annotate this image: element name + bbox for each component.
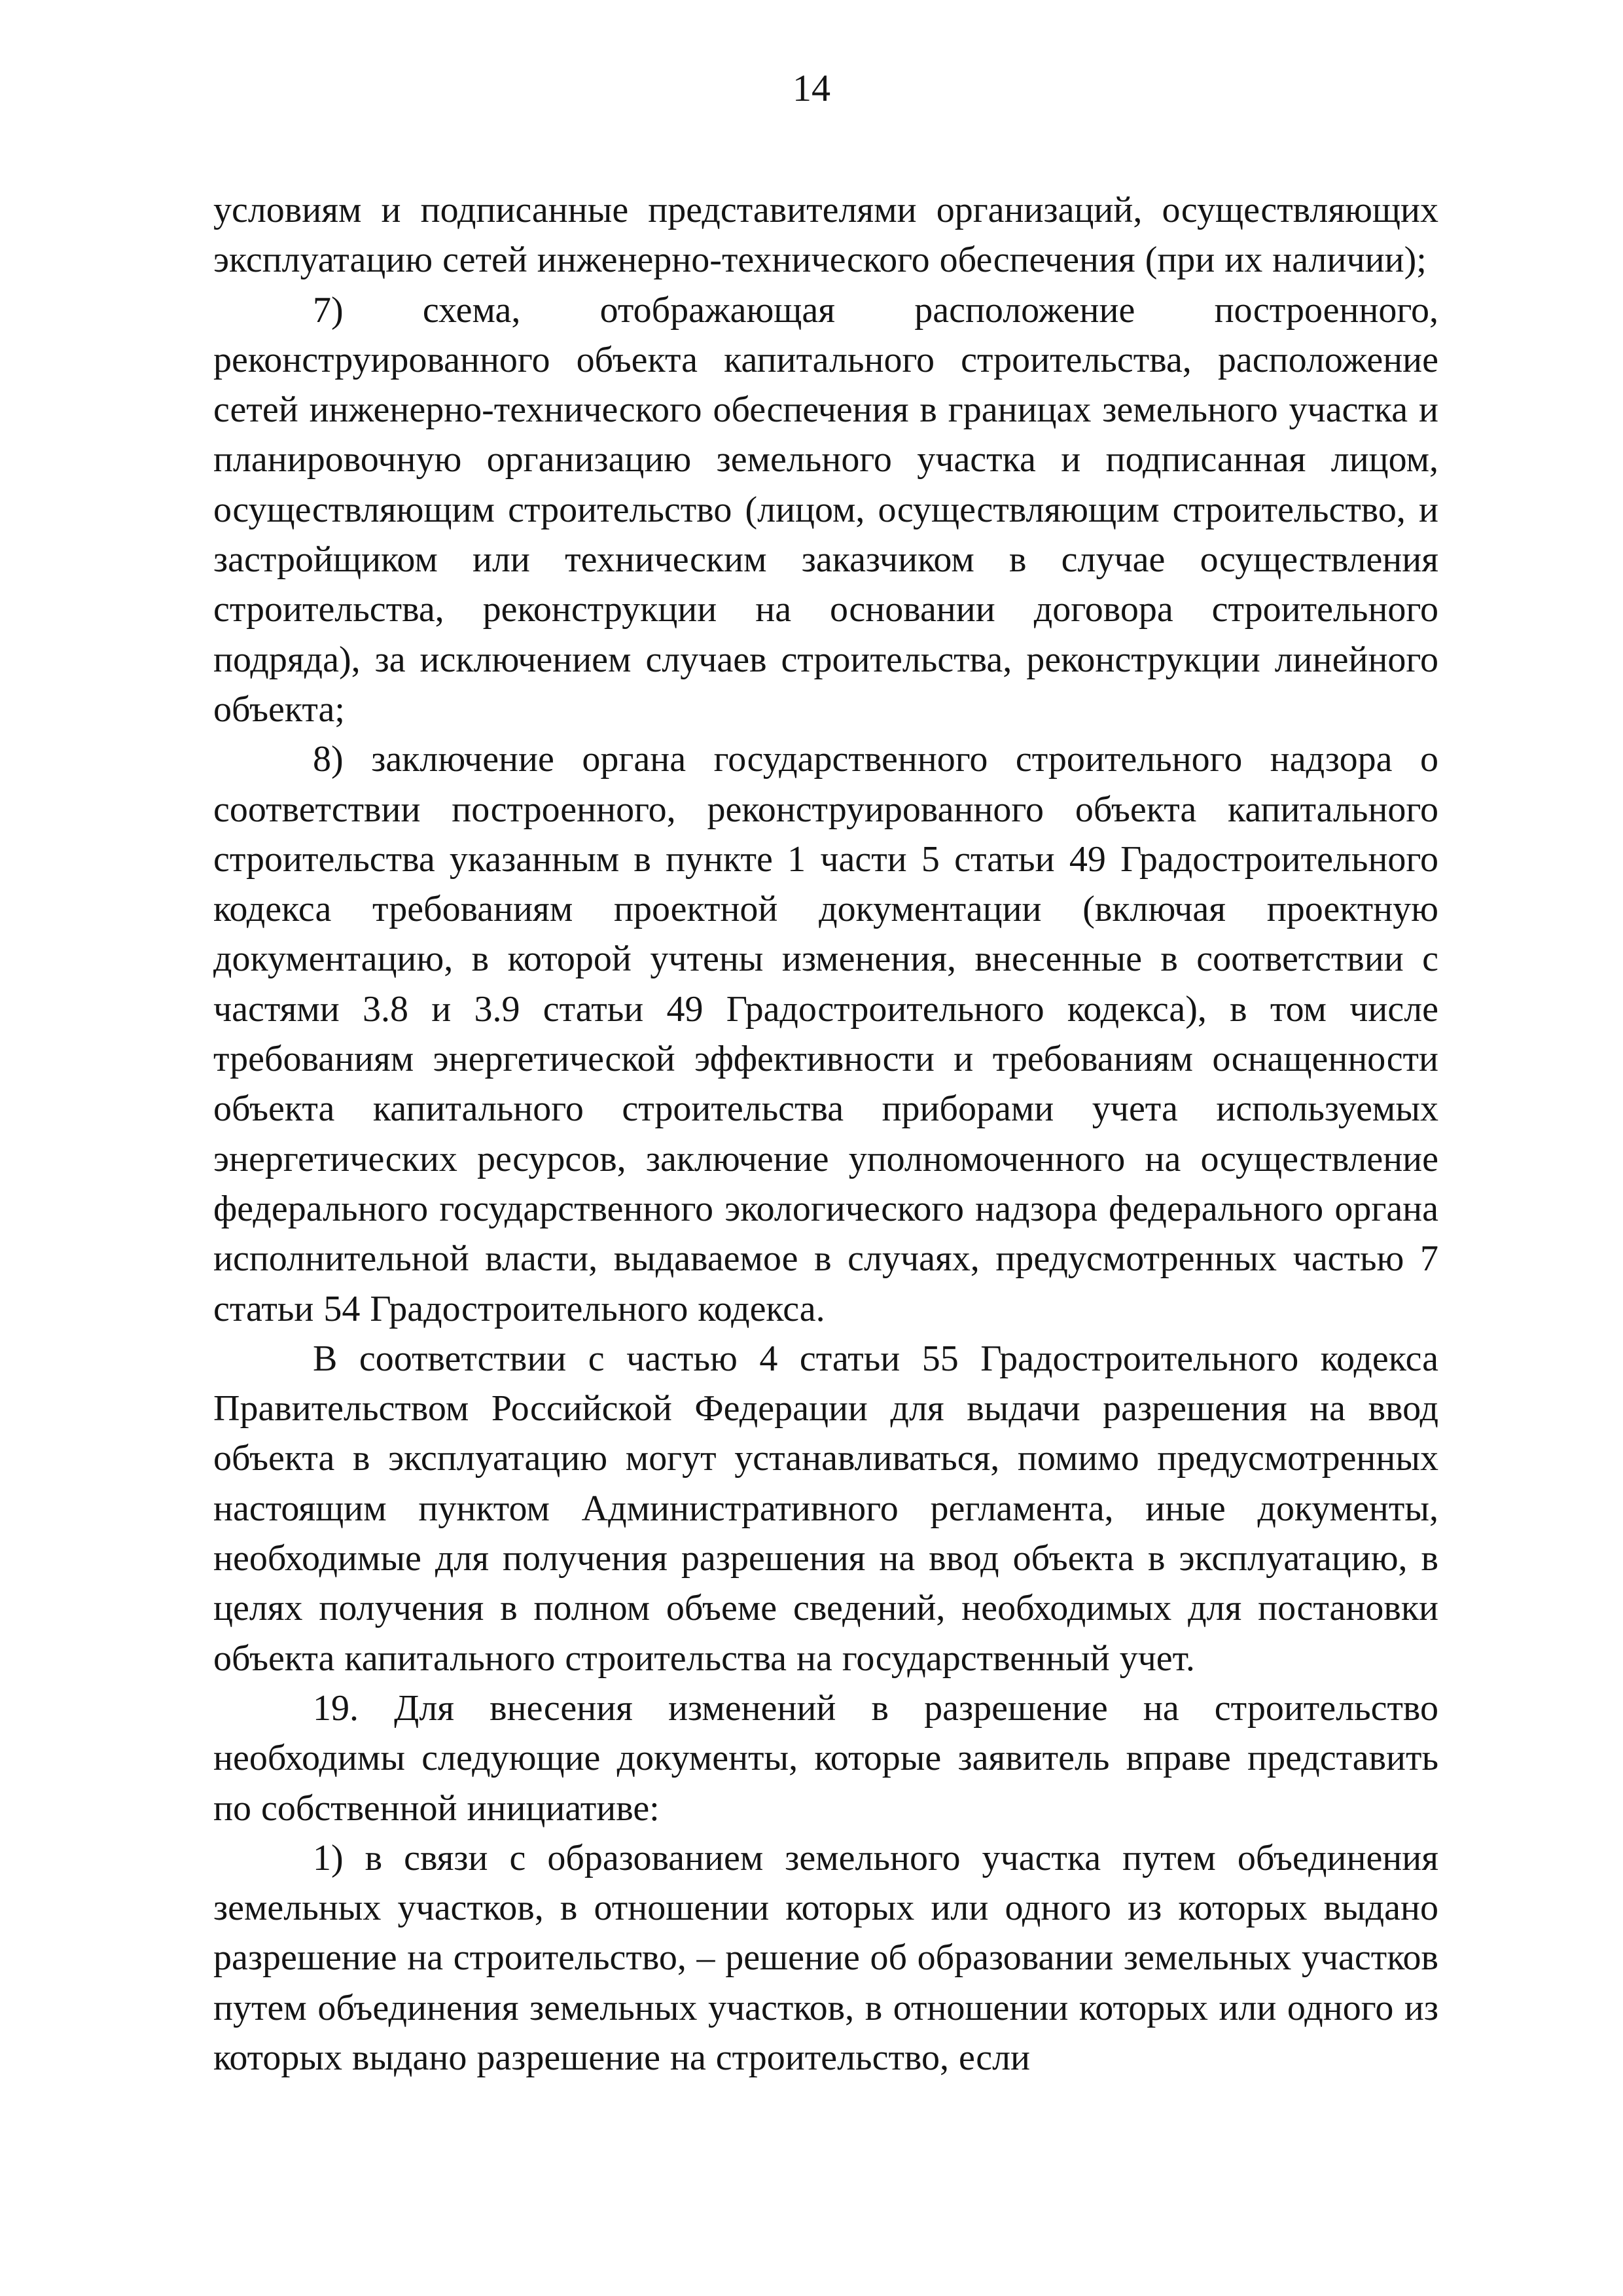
document-body: [213, 185, 1438, 2083]
paragraph-continuation: условиям и подписанные представителями организаций, осуществляющих эксплуатацию сетей инженерно-технического обеспечения (при их наличии);: [213, 190, 1438, 281]
page-number: 14: [793, 67, 830, 109]
paragraph-article-55-note: В соответствии с частью 4 статьи 55 Градостроительного кодекса Правительством Российской Федерации для выдачи разрешения на ввод объекта в эксплуатацию могут устанавливаться, помимо предусмотренных настоящим пунктом Административного регламента, иные документы, необходимые для получения разрешения на ввод объекта в эксплуатацию, в целях получения в полном объеме сведений, необходимых для постановки объекта капитального строительства на государственный учет.: [213, 1338, 1438, 1679]
paragraph-item-8: 8) заключение органа государственного строительного надзора о соответствии построенного, реконструированного объекта капитального строительства указанным в пункте 1 части 5 статьи 49 Градостроительного кодекса требованиям проектной документации (включая проектную документацию, в которой учтены изменения, внесенные в соответствии с частями 3.8 и 3.9 статьи 49 Градостроительного кодекса), в том числе требованиям энергетической эффективности и требованиям оснащенности объекта капитального строительства приборами учета используемых энергетических ресурсов, заключение уполномоченного на осуществление федерального государственного экологического надзора федерального органа исполнительной власти, выдаваемое в случаях, предусмотренных частью 7 статьи 54 Градостроительного кодекса.: [213, 739, 1438, 1329]
paragraph-clause-19: 19. Для внесения изменений в разрешение на строительство необходимы следующие документы, которые заявитель вправе представить по собственной инициативе:: [213, 1687, 1438, 1829]
paragraph-item-7: 7) схема, отображающая расположение построенного, реконструированного объекта капитального строительства, расположение сетей инженерно-технического обеспечения в границах земельного участка и планировочную организацию земельного участка и подписанная лицом, осуществляющим строительство (лицом, осуществляющим строительство, и застройщиком или техническим заказчиком в случае осуществления строительства, реконструкции на основании договора строительного подряда), за исключением случаев строительства, реконструкции линейного объекта;: [213, 289, 1438, 730]
paragraph-clause-19-item-1: 1) в связи с образованием земельного участка путем объединения земельных участков, в отношении которых или одного из которых выдано разрешение на строительство, – решение об образовании земельных участков путем объединения земельных участков, в отношении которых или одного из которых выдано разрешение на строительство, если: [213, 1837, 1438, 2078]
